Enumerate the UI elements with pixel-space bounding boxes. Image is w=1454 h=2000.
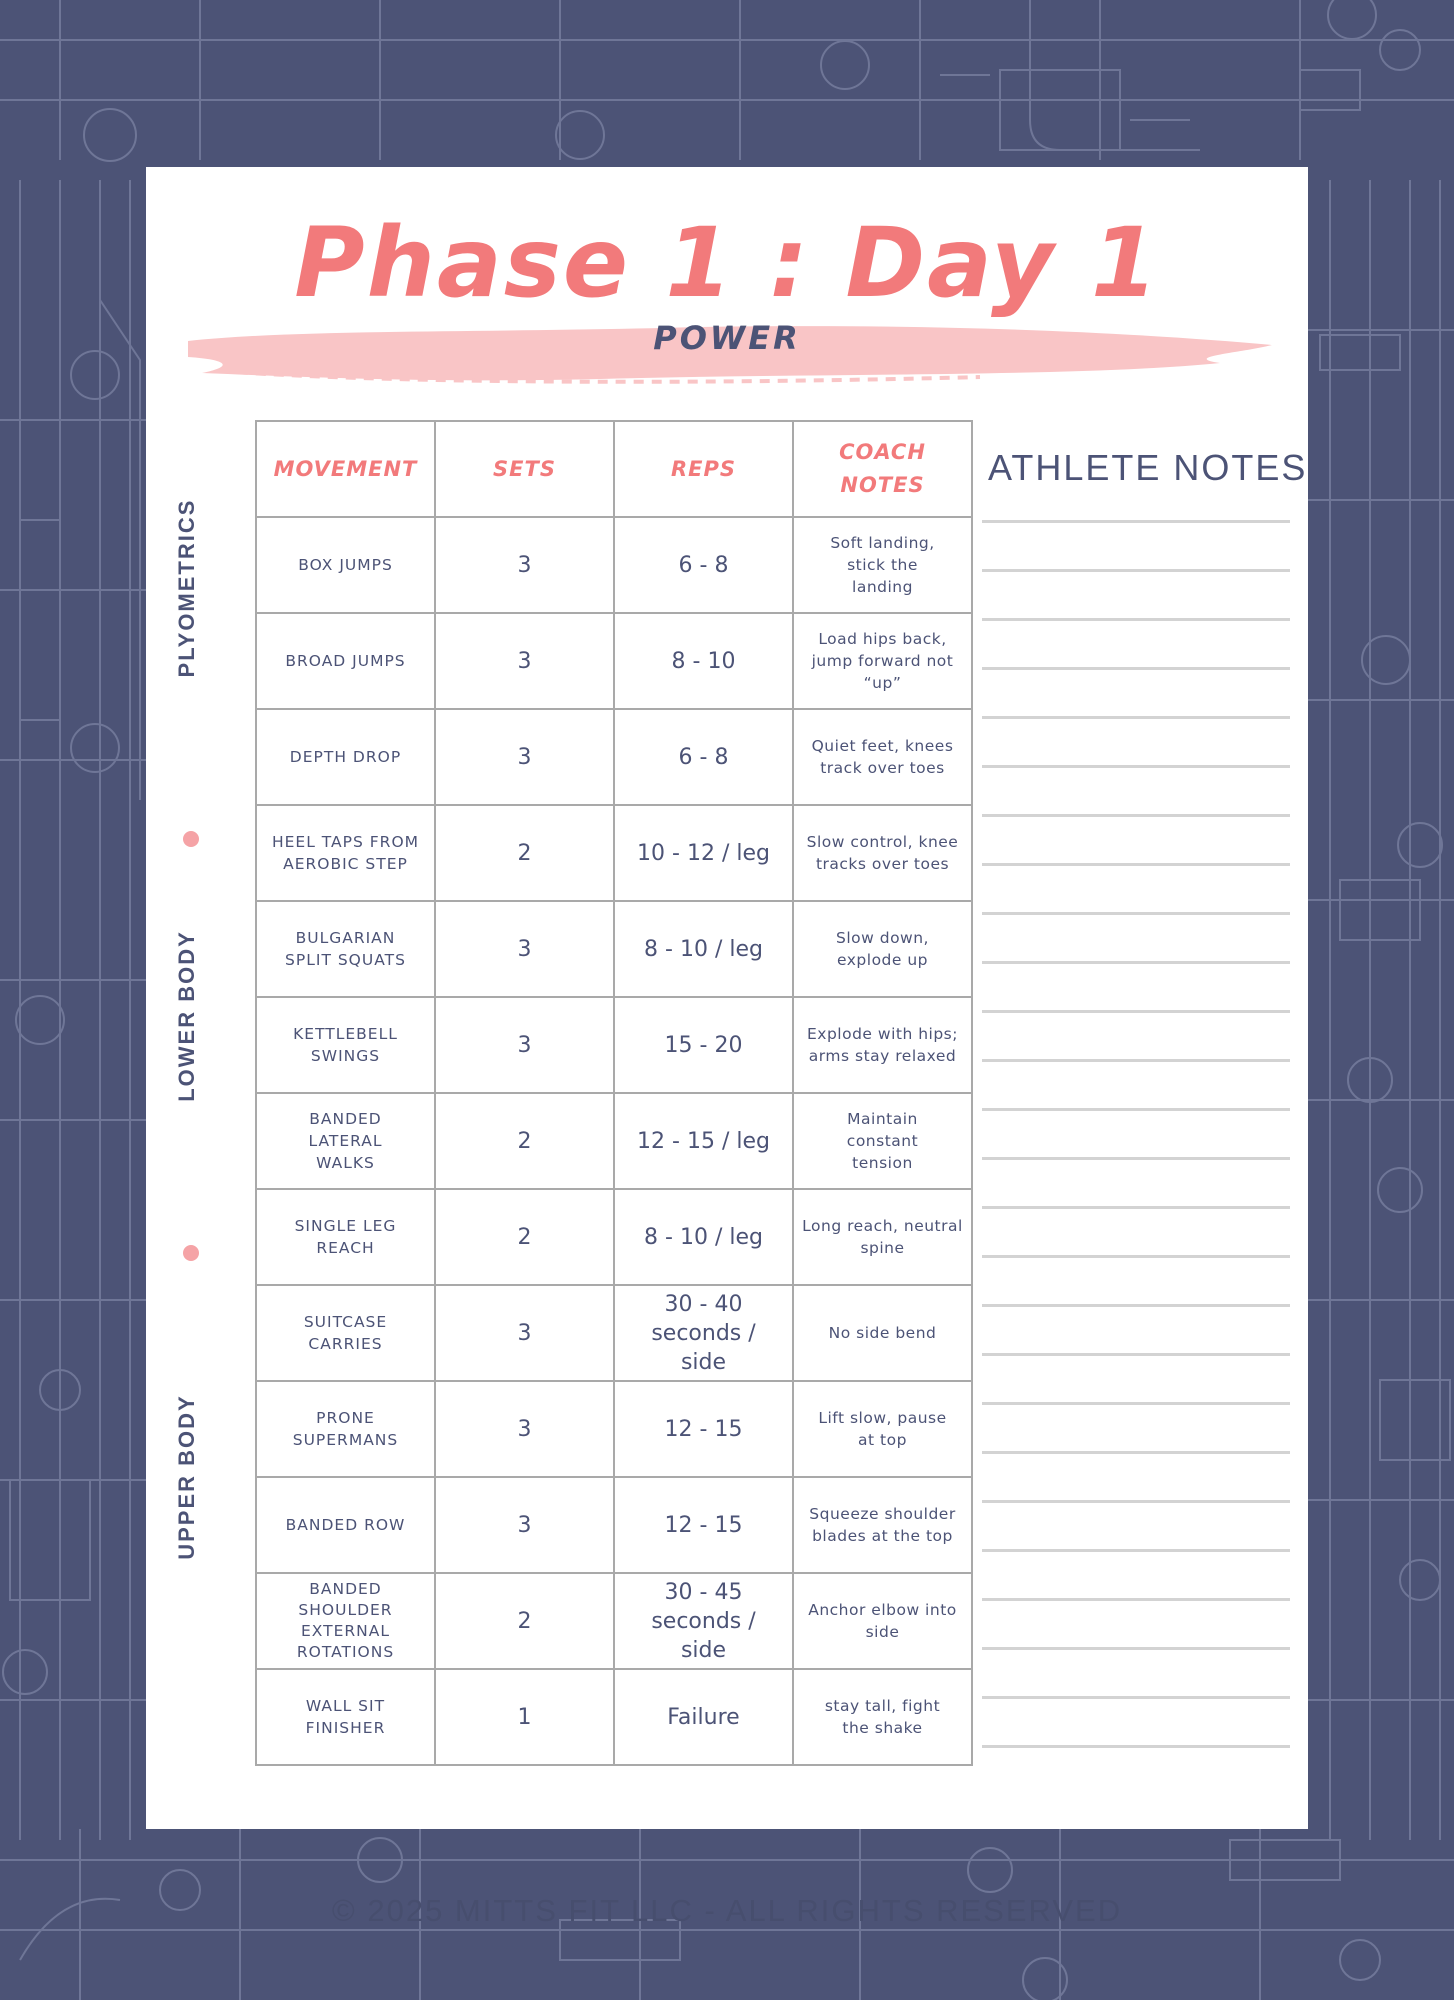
- coach-note-cell: Load hips back, jump forward not “up”: [793, 613, 972, 709]
- notes-line: [982, 1451, 1290, 1454]
- table-row: [256, 805, 972, 901]
- notes-line: [982, 912, 1290, 915]
- coach-note-cell: Anchor elbow into side: [793, 1573, 972, 1669]
- sets-cell: 1: [435, 1669, 614, 1765]
- page-title: Phase 1 : Day 1: [294, 207, 1160, 319]
- reps-cell: 8 - 10: [614, 613, 793, 709]
- table-row: [256, 1669, 972, 1765]
- movement-cell: BULGARIAN SPLIT SQUATS: [256, 901, 435, 997]
- coach-note-cell: No side bend: [793, 1285, 972, 1381]
- notes-line: [982, 1402, 1290, 1405]
- column-header-reps: REPS: [614, 421, 793, 517]
- table-row: [256, 1093, 972, 1189]
- movement-cell: KETTLEBELL SWINGS: [256, 997, 435, 1093]
- coach-note-cell: Soft landing, stick the landing: [793, 517, 972, 613]
- section-label-upper-body: UPPER BODY: [174, 1394, 199, 1560]
- notes-line: [982, 765, 1290, 768]
- table-row: [256, 709, 972, 805]
- table-row: [256, 1189, 972, 1285]
- reps-cell: 12 - 15: [614, 1477, 793, 1573]
- notes-line: [982, 1549, 1290, 1552]
- movement-cell: WALL SIT FINISHER: [256, 1669, 435, 1765]
- movement-cell: BANDED SHOULDER EXTERNAL ROTATIONS: [256, 1573, 435, 1669]
- table-row: [256, 997, 972, 1093]
- notes-line: [982, 667, 1290, 670]
- sets-cell: 3: [435, 997, 614, 1093]
- table-header-row: [256, 421, 972, 517]
- reps-cell: 6 - 8: [614, 709, 793, 805]
- copyright-footer: © 2025 MITTS FIT LLC - ALL RIGHTS RESERVED: [331, 1893, 1123, 1928]
- coach-note-cell: Maintain constant tension: [793, 1093, 972, 1189]
- notes-line: [982, 618, 1290, 621]
- movement-cell: BOX JUMPS: [256, 517, 435, 613]
- reps-cell: 12 - 15: [614, 1381, 793, 1477]
- notes-line: [982, 1598, 1290, 1601]
- coach-note-cell: Slow down, explode up: [793, 901, 972, 997]
- table-row: [256, 1285, 972, 1381]
- notes-line: [982, 961, 1290, 964]
- coach-note-cell: Quiet feet, knees track over toes: [793, 709, 972, 805]
- movement-cell: HEEL TAPS FROM AEROBIC STEP: [256, 805, 435, 901]
- sets-cell: 3: [435, 517, 614, 613]
- movement-cell: BANDED ROW: [256, 1477, 435, 1573]
- sets-cell: 3: [435, 1381, 614, 1477]
- sets-cell: 3: [435, 901, 614, 997]
- coach-note-cell: stay tall, fight the shake: [793, 1669, 972, 1765]
- sets-cell: 2: [435, 1093, 614, 1189]
- reps-cell: 8 - 10 / leg: [614, 901, 793, 997]
- sets-cell: 3: [435, 1477, 614, 1573]
- notes-line: [982, 863, 1290, 866]
- movement-cell: SUITCASE CARRIES: [256, 1285, 435, 1381]
- section-label-plyometrics: PLYOMETRICS: [174, 498, 199, 678]
- notes-line: [982, 1059, 1290, 1062]
- notes-line: [982, 520, 1290, 523]
- notes-line: [982, 1206, 1290, 1209]
- coach-note-cell: Squeeze shoulder blades at the top: [793, 1477, 972, 1573]
- column-header-movement: MOVEMENT: [256, 421, 435, 517]
- reps-cell: 30 - 45 seconds / side: [614, 1573, 793, 1669]
- coach-note-cell: Long reach, neutral spine: [793, 1189, 972, 1285]
- sets-cell: 2: [435, 1573, 614, 1669]
- movement-cell: DEPTH DROP: [256, 709, 435, 805]
- coach-note-cell: Slow control, knee tracks over toes: [793, 805, 972, 901]
- reps-cell: 30 - 40 seconds / side: [614, 1285, 793, 1381]
- athlete-notes-title: ATHLETE NOTES: [988, 447, 1308, 488]
- notes-line: [982, 1745, 1290, 1748]
- movement-cell: SINGLE LEG REACH: [256, 1189, 435, 1285]
- column-header-sets: SETS: [435, 421, 614, 517]
- notes-line: [982, 1353, 1290, 1356]
- table-row: [256, 1573, 972, 1669]
- reps-cell: Failure: [614, 1669, 793, 1765]
- sets-cell: 3: [435, 1285, 614, 1381]
- section-divider-dot: [183, 1245, 199, 1261]
- reps-cell: 10 - 12 / leg: [614, 805, 793, 901]
- section-label-lower-body: LOWER BODY: [174, 930, 199, 1102]
- reps-cell: 6 - 8: [614, 517, 793, 613]
- movement-cell: BANDED LATERAL WALKS: [256, 1093, 435, 1189]
- movement-cell: PRONE SUPERMANS: [256, 1381, 435, 1477]
- notes-line: [982, 1010, 1290, 1013]
- reps-cell: 15 - 20: [614, 997, 793, 1093]
- table-row: [256, 1477, 972, 1573]
- workout-sheet: [146, 167, 1308, 1829]
- section-divider-dot: [183, 831, 199, 847]
- notes-line: [982, 569, 1290, 572]
- notes-line: [982, 1157, 1290, 1160]
- sets-cell: 2: [435, 805, 614, 901]
- reps-cell: 12 - 15 / leg: [614, 1093, 793, 1189]
- notes-line: [982, 1696, 1290, 1699]
- notes-line: [982, 1108, 1290, 1111]
- notes-line: [982, 1304, 1290, 1307]
- table-row: [256, 901, 972, 997]
- page-subtitle: POWER: [653, 319, 801, 357]
- notes-line: [982, 1647, 1290, 1650]
- column-header-coach-notes: COACH NOTES: [793, 421, 972, 517]
- movement-cell: BROAD JUMPS: [256, 613, 435, 709]
- table-row: [256, 1381, 972, 1477]
- table-row: [256, 613, 972, 709]
- sets-cell: 2: [435, 1189, 614, 1285]
- sets-cell: 3: [435, 613, 614, 709]
- sets-cell: 3: [435, 709, 614, 805]
- notes-line: [982, 1255, 1290, 1258]
- notes-line: [982, 1500, 1290, 1503]
- coach-note-cell: Lift slow, pause at top: [793, 1381, 972, 1477]
- reps-cell: 8 - 10 / leg: [614, 1189, 793, 1285]
- table-row: [256, 517, 972, 613]
- coach-note-cell: Explode with hips; arms stay relaxed: [793, 997, 972, 1093]
- workout-table: [255, 420, 973, 1766]
- notes-line: [982, 814, 1290, 817]
- notes-line: [982, 716, 1290, 719]
